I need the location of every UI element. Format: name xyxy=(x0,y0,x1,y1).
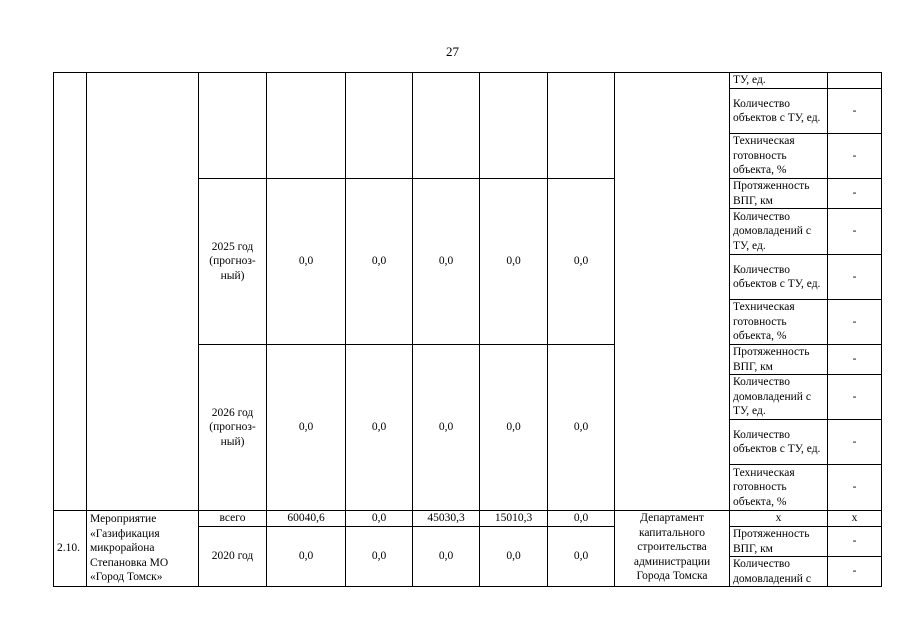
value-cell: 0,0 xyxy=(413,345,480,511)
value-cell: 0,0 xyxy=(267,527,346,587)
value-cell: 0,0 xyxy=(548,511,615,527)
value-cell: 0,0 xyxy=(548,527,615,587)
indicator-label: Протяженность ВПГ, км xyxy=(730,179,828,209)
indicator-label: Количество объектов с ТУ, ед. xyxy=(730,89,828,134)
indicator-value: - xyxy=(828,375,882,420)
value-cell xyxy=(413,73,480,179)
value-cell: 0,0 xyxy=(480,345,548,511)
indicator-label: Количество объектов с ТУ, ед. xyxy=(730,255,828,300)
value-cell xyxy=(267,73,346,179)
indicator-value: - xyxy=(828,179,882,209)
indicator-value: x xyxy=(828,511,882,527)
year-cell: 2020 год xyxy=(199,527,267,587)
table-row xyxy=(54,511,882,527)
indicator-value xyxy=(828,73,882,89)
indicator-label: Техническая готовность объекта, % xyxy=(730,134,828,179)
value-cell xyxy=(346,73,413,179)
value-cell: 0,0 xyxy=(346,345,413,511)
executor: Департамент капитального строительства администрации Города Томска xyxy=(615,511,730,587)
value-cell: 0,0 xyxy=(413,179,480,345)
value-cell: 0,0 xyxy=(267,345,346,511)
year-cell: 2026 год (прогноз-ный) xyxy=(199,345,267,511)
table-row xyxy=(54,73,882,89)
value-cell: 0,0 xyxy=(267,179,346,345)
value-cell: 45030,3 xyxy=(413,511,480,527)
year-cell: 2025 год (прогноз-ный) xyxy=(199,179,267,345)
indicator-value: - xyxy=(828,345,882,375)
indicator-value: - xyxy=(828,465,882,511)
indicator-label: Количество объектов с ТУ, ед. xyxy=(730,420,828,465)
indicator-value: - xyxy=(828,89,882,134)
page-number: 27 xyxy=(446,44,459,59)
value-cell: 0,0 xyxy=(548,345,615,511)
year-cell xyxy=(199,73,267,179)
measure-number: 2.10. xyxy=(54,511,87,587)
measure-name: Мероприятие «Газификация микрорайона Степановка МО «Город Томск» xyxy=(87,511,199,587)
year-cell: всего xyxy=(199,511,267,527)
value-cell: 0,0 xyxy=(480,179,548,345)
indicator-label: Техническая готовность объекта, % xyxy=(730,465,828,511)
value-cell: 0,0 xyxy=(346,179,413,345)
indicator-value: - xyxy=(828,255,882,300)
value-cell xyxy=(548,73,615,179)
value-cell: 0,0 xyxy=(346,527,413,587)
indicator-value: - xyxy=(828,420,882,465)
value-cell: 0,0 xyxy=(346,511,413,527)
indicator-value: - xyxy=(828,134,882,179)
indicator-label: Количество домовладений с ТУ, ед. xyxy=(730,375,828,420)
indicator-label: ТУ, ед. xyxy=(730,73,828,89)
value-cell: 0,0 xyxy=(413,527,480,587)
indicator-label: Протяженность ВПГ, км xyxy=(730,345,828,375)
value-cell: 60040,6 xyxy=(267,511,346,527)
indicator-label: Количество домовладений с ТУ, ед. xyxy=(730,209,828,255)
indicator-label: x xyxy=(730,511,828,527)
value-cell: 15010,3 xyxy=(480,511,548,527)
indicator-label: Протяженность ВПГ, км xyxy=(730,527,828,557)
value-cell: 0,0 xyxy=(480,527,548,587)
measure-name-cell xyxy=(87,73,199,511)
indicator-value: - xyxy=(828,527,882,557)
indicator-label: Количество домовладений с xyxy=(730,557,828,587)
indicator-label: Техническая готовность объекта, % xyxy=(730,300,828,345)
indicator-value: - xyxy=(828,300,882,345)
executor-cell xyxy=(615,73,730,511)
indicator-value: - xyxy=(828,209,882,255)
indicator-value: - xyxy=(828,557,882,587)
value-cell: 0,0 xyxy=(548,179,615,345)
number-cell xyxy=(54,73,87,511)
program-table xyxy=(53,72,882,587)
value-cell xyxy=(480,73,548,179)
